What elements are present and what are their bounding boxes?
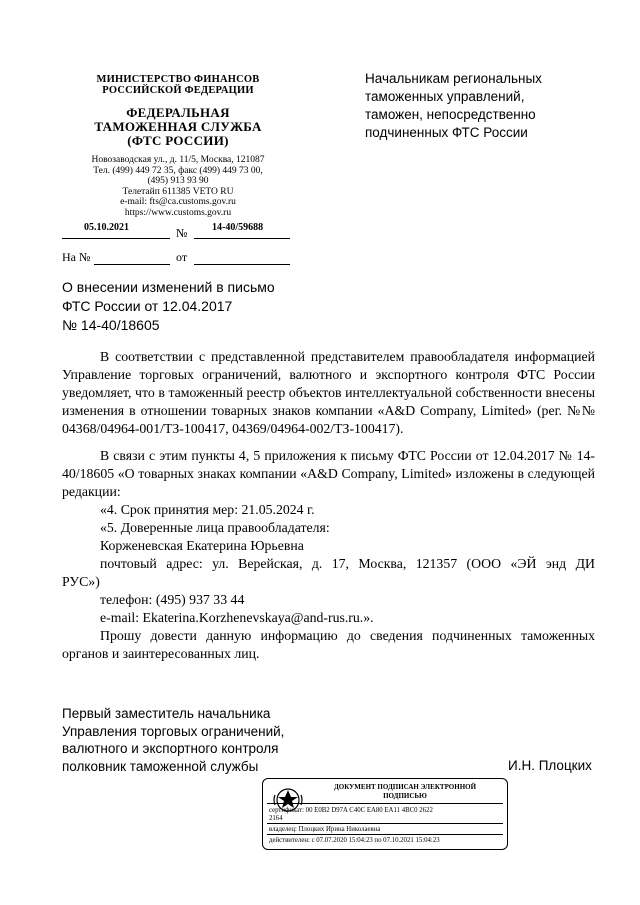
- postal-address-line: почтовый адрес: ул. Верейская, д. 17, Москва, 121357 (ООО «ЭЙ энд ДИ: [100, 556, 595, 571]
- teletype-line: Телетайп 611385 VETO RU: [122, 186, 234, 197]
- addressee-line: таможенных управлений,: [365, 89, 525, 104]
- doc-date: 05.10.2021: [84, 222, 129, 233]
- from-underline: [194, 264, 290, 265]
- position-line: валютного и экспортного контроля: [62, 741, 279, 756]
- item-5-line: «5. Доверенные лица правообладателя:: [100, 520, 330, 535]
- addressee-line: Начальникам региональных: [365, 71, 542, 86]
- date-underline: [62, 238, 170, 239]
- ministry-line: РОССИЙСКОЙ ФЕДЕРАЦИИ: [102, 85, 254, 96]
- contact-block: [60, 155, 296, 218]
- stamp-owner: владелец: Плоцких Ирина Николаевна: [269, 826, 381, 833]
- position-line: полковник таможенной службы: [62, 758, 259, 774]
- email-line: e-mail: fts@ca.customs.gov.ru: [120, 197, 236, 207]
- addressee-block: [365, 70, 605, 142]
- signer-name: И.Н. Плоцких: [508, 758, 592, 773]
- ref-label: На №: [62, 250, 91, 264]
- stamp-validity: действителен: с 07.07.2020 15:04:23 по 07.10.2021 15:04:23: [269, 837, 440, 844]
- from-label: от: [176, 250, 188, 264]
- stamp-certificate-cont: 2164: [269, 815, 283, 822]
- contact-person-line: Корженевская Екатерина Юрьевна: [100, 538, 304, 553]
- subject-block: [62, 278, 275, 335]
- addressee-line: подчиненных ФТС России: [365, 125, 528, 140]
- doc-number: 14-40/59688: [212, 222, 264, 233]
- phone-contact-line: телефон: (495) 937 33 44: [100, 592, 245, 607]
- stamp-divider: [267, 803, 503, 804]
- stamp-title: [309, 783, 501, 801]
- e-signature-stamp: [262, 778, 508, 850]
- letter-body-2: [62, 447, 595, 663]
- service-line: ФЕДЕРАЛЬНАЯ: [126, 105, 230, 120]
- paragraph-1: В соответствии с представленной представителем правообладателя информацией Управление торговых ограничений, валютного и экспортного контроля ФТС России уведомляет, что в таможенный реестр объектов интеллектуальной собственности внесены изменения в отношении товарных знаков компании «A&D Company, Limited» (рег. №№ 04368/04964-001/ТЗ-100417, 04369/04964-002/ТЗ-100417).: [62, 349, 595, 436]
- signer-position: [62, 705, 284, 775]
- ref-underline: [94, 264, 170, 265]
- email-contact-line: e-mail: Ekaterina.Korzhenevskaya@and-rus.ru.».: [100, 610, 374, 625]
- service-line: (ФТС РОССИИ): [127, 133, 229, 148]
- letter-body: [62, 348, 595, 438]
- paragraph-2: В связи с этим пункты 4, 5 приложения к письму ФТС России от 12.04.2017 № 14-40/18605 «О товарных знаках компании «A&D Company, Limited» изложены в следующей редакции:: [62, 448, 595, 499]
- item-4-line: «4. Срок принятия мер: 21.05.2024 г.: [100, 502, 315, 517]
- stamp-title-line: ДОКУМЕНТ ПОДПИСАН ЭЛЕКТРОННОЙ: [333, 783, 477, 791]
- paragraph-3: Прошу довести данную информацию до сведения подчиненных таможенных органов и заинтересованных лиц.: [62, 628, 595, 661]
- phone-line: Тел. (499) 449 72 35, факс (499) 449 73 00,: [93, 165, 263, 176]
- ministry-line: МИНИСТЕРСТВО ФИНАНСОВ: [96, 74, 260, 85]
- stamp-certificate: сертификат: 00 E0B2 D97A C40C EA80 EA11 4BC0 2622: [269, 807, 433, 814]
- position-line: Первый заместитель начальника: [62, 706, 271, 721]
- website-line: https://www.customs.gov.ru: [124, 207, 232, 218]
- subject-line: № 14-40/18605: [62, 317, 160, 333]
- service-line: ТАМОЖЕННАЯ СЛУЖБА: [94, 119, 262, 134]
- stamp-divider: [267, 834, 503, 835]
- subject-line: ФТС России от 12.04.2017: [62, 298, 233, 314]
- addressee-line: таможен, непосредственно: [365, 107, 536, 122]
- stamp-title-line: ПОДПИСЬЮ: [383, 792, 427, 800]
- number-sign: №: [176, 226, 188, 240]
- position-line: Управления торговых ограничений,: [62, 723, 285, 739]
- stamp-divider: [267, 823, 503, 824]
- phone-line: (495) 913 93 90: [147, 176, 209, 186]
- ministry-name: [60, 74, 296, 96]
- address-line: Новозаводская ул., д. 11/5, Москва, 121087: [91, 155, 265, 165]
- postal-address-cont: РУС»): [62, 574, 100, 589]
- service-name: [60, 106, 296, 148]
- number-underline: [194, 238, 290, 239]
- subject-line: О внесении изменений в письмо: [62, 279, 275, 295]
